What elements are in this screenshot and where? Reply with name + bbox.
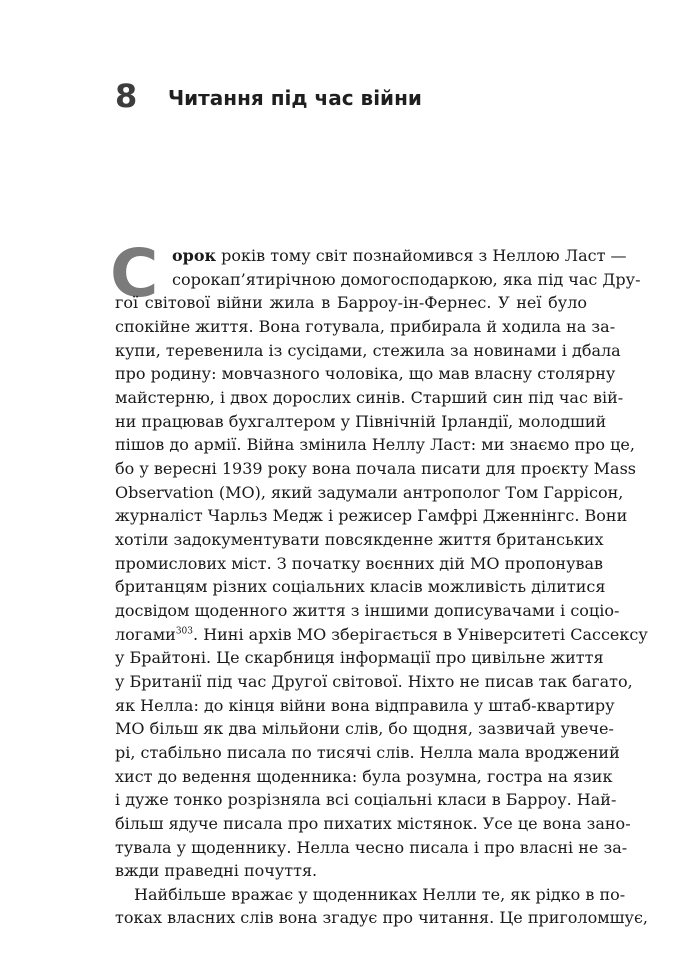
text-line — [115, 458, 636, 479]
line-text: британцям різних соціальних класів можливість ділитися — [115, 577, 606, 597]
line-text: тувала у щоденнику. Нелла чесно писала і про власні не за- — [115, 837, 628, 857]
drop-cap: С — [110, 235, 159, 312]
line-text: про родину: мовчазного чоловіка, що мав власну столярну — [115, 364, 616, 384]
text-line — [115, 837, 628, 858]
text-line — [115, 742, 620, 763]
line-text: МО більш як два мільйони слів, бо щодня, зазвичай увече- — [115, 719, 614, 739]
line-text: вжди праведні почуття. — [115, 861, 318, 881]
line-text: сорокап’ятирічною домогосподаркою, яка під час Дру- — [172, 269, 641, 289]
line-text: більш ядуче писала про пихатих містянок. Усе це вона зано- — [115, 813, 631, 833]
text-line — [115, 387, 624, 408]
line-text: рі, стабільно писала по тисячі слів. Нелла мала вроджений — [115, 742, 620, 762]
text-line — [115, 293, 587, 313]
line-text: бо у вересні 1939 року вона почала писати для проєкту Mass — [115, 458, 636, 478]
line-text: логами — [115, 624, 176, 644]
text-line — [115, 766, 613, 787]
text-line — [115, 411, 607, 432]
text-line — [115, 861, 317, 881]
text-line — [115, 340, 621, 361]
lead-word: орок — [172, 246, 217, 265]
chapter-title: Читання під час війни — [168, 86, 422, 110]
text-line — [115, 790, 617, 810]
line-text: промислових міст. З початку воєнних дій МО пропонував — [115, 553, 604, 573]
text-line — [115, 600, 620, 621]
text-line — [115, 695, 615, 716]
line-text: пішов до армії. Війна змінила Неллу Ласт: ми знаємо про це, — [115, 435, 635, 455]
text-line — [115, 719, 614, 739]
text-line — [115, 648, 604, 668]
line-text: років тому світ познайомився з Неллою Ласт — — [216, 246, 627, 265]
text-line — [115, 482, 624, 503]
text-line — [115, 364, 616, 384]
line-text: спокійне життя. Вона готувала, прибирала й ходила на за- — [115, 316, 616, 336]
line-text: токах власних слів вона згадує про читання. Це приголомшує, — [115, 908, 648, 928]
line-text: у Британії під час Другої світової. Ніхто не писав так багато, — [115, 671, 633, 691]
text-line — [115, 316, 616, 337]
text-line — [115, 908, 648, 928]
line-text: як Нелла: до кінця війни вона відправила у штаб-квартиру — [115, 695, 615, 715]
chapter-number: 8 — [115, 77, 138, 115]
text-line — [172, 246, 627, 266]
text-line — [115, 553, 604, 574]
line-text: купи, теревенила із сусідами, стежила за новинами і дбала — [115, 340, 621, 360]
line-text: у Брайтоні. Це скарбниця інформації про цивільне життя — [115, 648, 604, 668]
line-text: майстерню, і двох дорослих синів. Старший син під час вій- — [115, 387, 624, 407]
text-line — [115, 813, 631, 834]
text-line — [115, 529, 604, 550]
line-text: журналіст Чарльз Медж і режисер Гамфрі Дженнінгс. Вони — [115, 506, 628, 526]
line-text: хотіли задокументувати повсякденне життя британських — [115, 529, 604, 549]
text-line — [115, 435, 635, 455]
text-line — [115, 671, 633, 692]
line-text: Observation (МО), який задумали антрополог Том Гаррісон, — [115, 482, 624, 502]
line-text: ни працював бухгалтером у Північній Ірландії, молодший — [115, 411, 607, 431]
text-line — [172, 269, 641, 290]
text-line — [115, 624, 648, 645]
line-text: хист до ведення щоденника: була розумна, гостра на язик — [115, 766, 613, 786]
line-text: і дуже тонко розрізняла всі соціальні класи в Барроу. Най- — [115, 790, 617, 810]
line-text-tail: . Нині архів МО зберігається в Університеті Сассексу — [193, 624, 648, 644]
line-text: досвідом щоденного життя з іншими дописувачами і соціо- — [115, 600, 620, 620]
text-line — [115, 506, 628, 526]
text-line — [134, 884, 626, 905]
footnote-ref: 303 — [175, 626, 194, 637]
line-text: гої світової війни жила в Барроу-ін-Фернес. У неї було — [115, 293, 587, 313]
line-text: Найбільше вражає у щоденниках Нелли те, як рідко в по- — [134, 884, 626, 904]
text-line — [115, 577, 606, 597]
